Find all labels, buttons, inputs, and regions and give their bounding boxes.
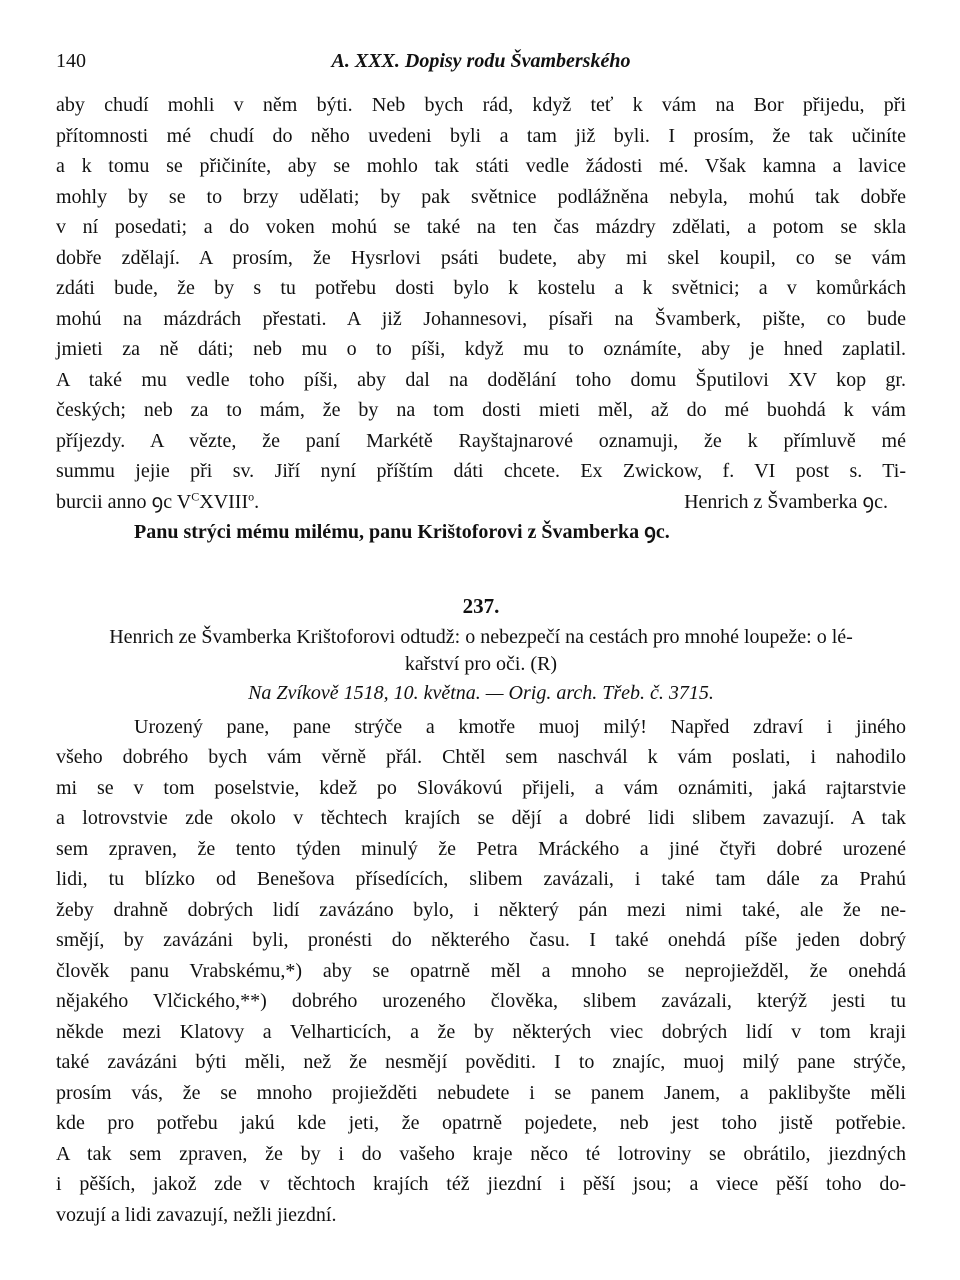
text-line: v ní posedati; a do voken mohú se také na ten čas mázdry zdělati, a potom se skla [56,216,906,238]
signature: Henrich z Švamberka ꝯc. [684,490,888,513]
letter-closing [56,487,906,518]
text-line: Urozený pane, pane strýče a kmotře muoj milý! Napřed zdraví i jiného [134,715,906,738]
closing-date-superscript-o: o [248,488,255,503]
text-line: dobře zdělají. A prosím, že Hysrlovi psáti budete, aby mi skel koupil, co se vám [56,246,906,269]
closing-date-year-numeral: XVIII [199,490,249,513]
text-line: mohly by se to brzy udělati; by pak světnice podlážněna nebyla, mohú tak dobře [56,185,906,208]
text-line: žeby drahně dobrých lidí zavázáno bylo, i některý pán mezi nimi také, ale že ne- [56,898,906,921]
text-line: vozují a lidi zavazují, nežli jiezdní. [56,1203,337,1226]
text-line: přítomnosti mé chudí do něho uvedeni byli a tam již byli. I prosím, že tak učiníte [56,124,906,147]
text-line: příjezdy. A vězte, že paní Markétě Rayštajnarové oznamuji, že k přímluvě mé [56,429,906,452]
text-line: mi se v tom poselstvie, kdež po Slovákovú přijeli, a vám oznámiti, jaká rajtarstvie [56,776,906,799]
text-line: i pěších, jakož zde v těchtoch krajích též jiezdní i pěší jsou; a viece pěší toho do- [56,1173,906,1195]
text-line: českých; neb za to mám, že by na tom dosti mieti měl, až do mé buohdá k vám [56,399,906,421]
letter-body [56,712,906,1231]
text-line: všeho dobrého bych vám věrně přál. Chtěl sem naschvál k vám poslati, i nahodilo [56,746,906,768]
closing-date [56,487,259,518]
text-line: a lotrovstvie zde okolo v těchtech krajích se dějí a dobré lidi slibem zavazují. A tak [56,807,906,829]
text-line: zdáti bude, že by s tu potřebu dosti bylo k kostelu a k světnici; a v komůrkách [56,277,906,299]
text-line: mohú na mázdrách přestati. A již Johannesovi, písaři na Švamberk, pište, co bude [56,307,906,330]
text-line: také zavázáni býti měli, než že nesmějí pověditi. I to znajíc, muoj milý pane strýče, [56,1051,906,1073]
text-line: lidi, tu blízko od Benešova přísedících, slibem zavázali, i také tam dále za Prahú [56,868,906,890]
text-line: aby chudí mohli v něm býti. Neb bych rád, když teť k vám na Bor přijedu, při [56,94,906,116]
text-line: smějí, by zavázáni byli, pronésti do některého času. I také onehdá píše jeden dobrý [56,929,906,951]
page-number: 140 [56,50,86,72]
summary-line: Henrich ze Švamberka Krištoforovi odtudž: o nebezpečí na cestách pro mnohé loupeže: o lé- [109,625,853,648]
text-line: někde mezi Klatovy a Velharticích, a že by některých viec dobrých lidí v tom kraji [56,1020,906,1043]
running-title: A. XXX. Dopisy rodu Švamberského [331,50,631,72]
text-line: prosím vás, že se mnoho projiežděti nebudete i se panem Janem, a paklibyšte měli [56,1081,906,1104]
text-line: a k tomu se přičiníte, aby se mohlo tak státi vedle žádosti mé. Však kamna a lavice [56,155,906,177]
text-line: jmieti za ně dáti; neb mu o to píši, když mu to oznámíte, aby je hned zaplatil. [56,338,906,360]
text-line: A tak sem zpraven, že by i do vašeho kraje něco té lotroviny se obrátilo, jiezdných [56,1142,906,1165]
text-line: kde pro potřebu jakú kde jeti, že opatrně pojedete, neb jest toho jistě potřebie. [56,1112,906,1134]
text-line: summu jejie při sv. Jiří nyní příštím dáti chcete. Ex Zwickow, f. VI post s. Ti- [56,460,906,482]
book-page [56,50,906,1230]
running-head [56,50,906,90]
closing-date-prefix: burcii anno [56,490,152,513]
text-line: člověk panu Vrabskému,*) aby se opatrně měl a mnoho se neprojiežděl, že onehdá [56,959,906,982]
text-line: sem zpraven, že tento týden minulý že Petra Mráckého a jiné čtyři dobré urozené [56,837,906,860]
letter-address [56,517,906,548]
text-line: A také mu vedle toho píši, aby dal na dodělání toho domu Šputilovi XV kop gr. [56,368,906,391]
document-summary [56,624,906,678]
document-source: Na Zvíkově 1518, 10. května. — Orig. arch. Třeb. č. 3715. [248,681,714,704]
closing-date-superscript: C [191,488,200,503]
summary-line: kařství pro oči. (R) [404,652,558,675]
letter-continuation [56,90,906,548]
closing-date-period: . [254,490,260,513]
closing-date-year: ꝯc V [151,490,192,513]
text-line: nějakého Vlčického,**) dobrého urozeného člověka, slibem zavázali, kterýž jesti tu [56,990,906,1012]
address-text: Panu strýci mému milému, panu Krištoforovi z Švamberka ꝯc. [134,521,670,543]
document-number: 237. [462,593,500,618]
